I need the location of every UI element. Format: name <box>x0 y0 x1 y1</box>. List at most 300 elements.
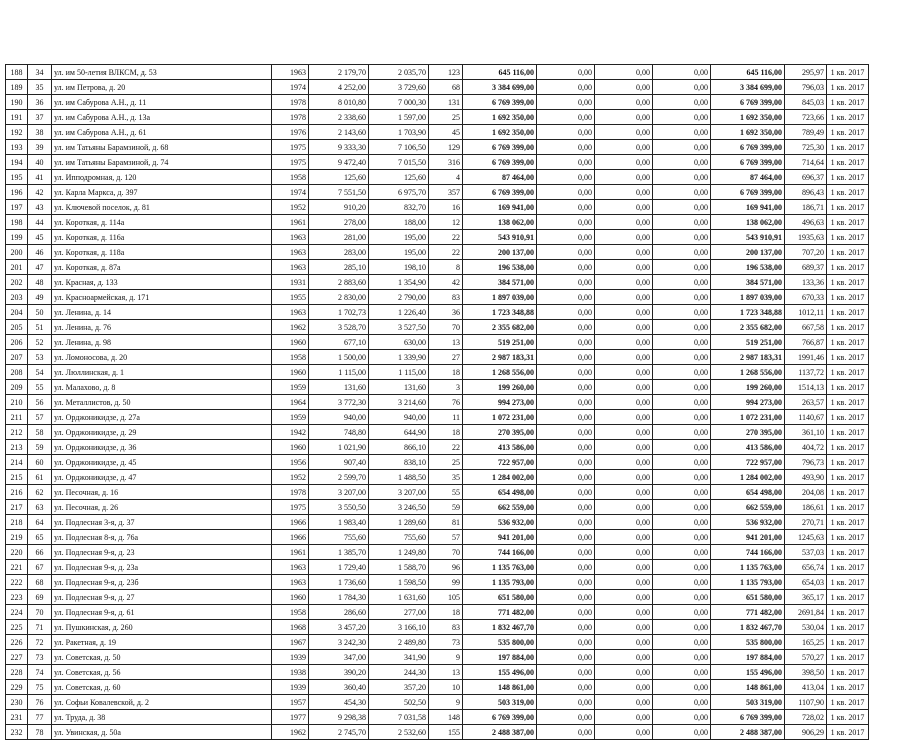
cell-item-number: 45 <box>28 230 52 245</box>
cell-row-number: 192 <box>6 125 28 140</box>
cell-address: ул. Карла Маркса, д. 397 <box>52 185 272 200</box>
cell-row-number: 204 <box>6 305 28 320</box>
cell-living-area: 3 214,60 <box>369 395 429 410</box>
cell-total-area: 454,30 <box>309 695 369 710</box>
table-row <box>6 545 869 560</box>
cell-period: 1 кв. 2017 <box>827 710 869 725</box>
cell-total-cost: 138 062,00 <box>463 215 537 230</box>
cell-row-number: 228 <box>6 665 28 680</box>
cell-fund-federal: 0,00 <box>537 485 595 500</box>
cell-living-area: 188,00 <box>369 215 429 230</box>
cell-address: ул. Песочная, д. 26 <box>52 500 272 515</box>
cell-residents: 81 <box>429 515 463 530</box>
cell-fund-local: 0,00 <box>653 350 711 365</box>
cell-cost-per-m2: 133,36 <box>785 275 827 290</box>
cell-item-number: 68 <box>28 575 52 590</box>
cell-fund-regional: 0,00 <box>595 80 653 95</box>
cell-total-cost: 413 586,00 <box>463 440 537 455</box>
cell-owner-funds: 1 832 467,70 <box>711 620 785 635</box>
cell-year: 1960 <box>272 365 309 380</box>
cell-fund-federal: 0,00 <box>537 140 595 155</box>
cell-item-number: 35 <box>28 80 52 95</box>
cell-total-cost: 169 941,00 <box>463 200 537 215</box>
cell-fund-local: 0,00 <box>653 590 711 605</box>
table-row <box>6 335 869 350</box>
cell-fund-regional: 0,00 <box>595 200 653 215</box>
cell-living-area: 7 015,50 <box>369 155 429 170</box>
cell-period: 1 кв. 2017 <box>827 560 869 575</box>
cell-period: 1 кв. 2017 <box>827 635 869 650</box>
cell-cost-per-m2: 530,04 <box>785 620 827 635</box>
cell-total-area: 1 736,60 <box>309 575 369 590</box>
cell-cost-per-m2: 1514,13 <box>785 380 827 395</box>
cell-residents: 35 <box>429 470 463 485</box>
cell-item-number: 52 <box>28 335 52 350</box>
cell-row-number: 196 <box>6 185 28 200</box>
cell-total-cost: 2 355 682,00 <box>463 320 537 335</box>
cell-year: 1963 <box>272 230 309 245</box>
cell-item-number: 39 <box>28 140 52 155</box>
cell-cost-per-m2: 707,20 <box>785 245 827 260</box>
cell-year: 1938 <box>272 665 309 680</box>
cell-item-number: 49 <box>28 290 52 305</box>
cell-period: 1 кв. 2017 <box>827 680 869 695</box>
cell-living-area: 1 703,90 <box>369 125 429 140</box>
cell-item-number: 70 <box>28 605 52 620</box>
cell-total-area: 1 702,73 <box>309 305 369 320</box>
cell-cost-per-m2: 714,64 <box>785 155 827 170</box>
cell-fund-federal: 0,00 <box>537 605 595 620</box>
cell-row-number: 201 <box>6 260 28 275</box>
cell-total-area: 1 115,00 <box>309 365 369 380</box>
cell-fund-regional: 0,00 <box>595 485 653 500</box>
cell-fund-regional: 0,00 <box>595 365 653 380</box>
cell-residents: 13 <box>429 335 463 350</box>
cell-item-number: 36 <box>28 95 52 110</box>
cell-item-number: 54 <box>28 365 52 380</box>
cell-period: 1 кв. 2017 <box>827 695 869 710</box>
table-row <box>6 650 869 665</box>
cell-fund-local: 0,00 <box>653 635 711 650</box>
cell-living-area: 940,00 <box>369 410 429 425</box>
table-row <box>6 230 869 245</box>
cell-period: 1 кв. 2017 <box>827 305 869 320</box>
cell-address: ул. Советская, д. 56 <box>52 665 272 680</box>
cell-living-area: 277,00 <box>369 605 429 620</box>
cell-fund-local: 0,00 <box>653 470 711 485</box>
cell-living-area: 866,10 <box>369 440 429 455</box>
cell-fund-regional: 0,00 <box>595 125 653 140</box>
cell-year: 1939 <box>272 650 309 665</box>
cell-fund-regional: 0,00 <box>595 545 653 560</box>
cell-fund-regional: 0,00 <box>595 110 653 125</box>
cell-year: 1961 <box>272 215 309 230</box>
cell-address: ул. им Сабурова А.Н., д. 13а <box>52 110 272 125</box>
cell-item-number: 44 <box>28 215 52 230</box>
cell-address: ул. Софьи Ковалевской, д. 2 <box>52 695 272 710</box>
cell-total-area: 755,60 <box>309 530 369 545</box>
cell-total-area: 3 772,30 <box>309 395 369 410</box>
cell-cost-per-m2: 1137,72 <box>785 365 827 380</box>
cell-address: ул. Песочная, д. 16 <box>52 485 272 500</box>
cell-total-cost: 2 488 387,00 <box>463 725 537 740</box>
cell-owner-funds: 155 496,00 <box>711 665 785 680</box>
cell-owner-funds: 169 941,00 <box>711 200 785 215</box>
cell-row-number: 198 <box>6 215 28 230</box>
housing-registry-table <box>5 64 869 740</box>
cell-living-area: 1 588,70 <box>369 560 429 575</box>
cell-fund-federal: 0,00 <box>537 635 595 650</box>
cell-year: 1952 <box>272 470 309 485</box>
cell-period: 1 кв. 2017 <box>827 590 869 605</box>
cell-cost-per-m2: 2691,84 <box>785 605 827 620</box>
table-row <box>6 620 869 635</box>
cell-living-area: 1 115,00 <box>369 365 429 380</box>
cell-period: 1 кв. 2017 <box>827 170 869 185</box>
cell-year: 1963 <box>272 305 309 320</box>
cell-total-area: 3 550,50 <box>309 500 369 515</box>
cell-row-number: 200 <box>6 245 28 260</box>
cell-item-number: 76 <box>28 695 52 710</box>
cell-fund-regional: 0,00 <box>595 470 653 485</box>
cell-fund-regional: 0,00 <box>595 275 653 290</box>
cell-residents: 316 <box>429 155 463 170</box>
cell-row-number: 214 <box>6 455 28 470</box>
cell-period: 1 кв. 2017 <box>827 230 869 245</box>
cell-owner-funds: 1 284 002,00 <box>711 470 785 485</box>
cell-total-cost: 2 987 183,31 <box>463 350 537 365</box>
cell-fund-local: 0,00 <box>653 500 711 515</box>
cell-row-number: 208 <box>6 365 28 380</box>
cell-fund-local: 0,00 <box>653 305 711 320</box>
cell-residents: 12 <box>429 215 463 230</box>
cell-row-number: 211 <box>6 410 28 425</box>
cell-living-area: 195,00 <box>369 245 429 260</box>
cell-living-area: 3 246,50 <box>369 500 429 515</box>
cell-owner-funds: 662 559,00 <box>711 500 785 515</box>
cell-fund-regional: 0,00 <box>595 140 653 155</box>
cell-fund-local: 0,00 <box>653 260 711 275</box>
cell-item-number: 59 <box>28 440 52 455</box>
cell-row-number: 212 <box>6 425 28 440</box>
cell-year: 1963 <box>272 560 309 575</box>
cell-total-area: 347,00 <box>309 650 369 665</box>
cell-fund-federal: 0,00 <box>537 350 595 365</box>
cell-item-number: 78 <box>28 725 52 740</box>
cell-item-number: 58 <box>28 425 52 440</box>
table-row <box>6 635 869 650</box>
cell-address: ул. Подлесная 3-я, д. 37 <box>52 515 272 530</box>
cell-cost-per-m2: 728,02 <box>785 710 827 725</box>
cell-total-cost: 87 464,00 <box>463 170 537 185</box>
cell-residents: 27 <box>429 350 463 365</box>
cell-cost-per-m2: 186,61 <box>785 500 827 515</box>
cell-address: ул. Ломоносова, д. 20 <box>52 350 272 365</box>
cell-address: ул. им Сабурова А.Н., д. 11 <box>52 95 272 110</box>
cell-period: 1 кв. 2017 <box>827 245 869 260</box>
cell-cost-per-m2: 667,58 <box>785 320 827 335</box>
cell-fund-local: 0,00 <box>653 530 711 545</box>
cell-address: ул. Короткая, д. 118а <box>52 245 272 260</box>
cell-period: 1 кв. 2017 <box>827 125 869 140</box>
cell-cost-per-m2: 404,72 <box>785 440 827 455</box>
cell-fund-federal: 0,00 <box>537 455 595 470</box>
cell-living-area: 357,20 <box>369 680 429 695</box>
cell-fund-federal: 0,00 <box>537 695 595 710</box>
cell-fund-federal: 0,00 <box>537 650 595 665</box>
cell-total-cost: 654 498,00 <box>463 485 537 500</box>
table-row <box>6 200 869 215</box>
cell-fund-regional: 0,00 <box>595 530 653 545</box>
cell-cost-per-m2: 723,66 <box>785 110 827 125</box>
cell-row-number: 195 <box>6 170 28 185</box>
cell-owner-funds: 1 897 039,00 <box>711 290 785 305</box>
cell-row-number: 190 <box>6 95 28 110</box>
cell-total-cost: 503 319,00 <box>463 695 537 710</box>
cell-fund-local: 0,00 <box>653 215 711 230</box>
cell-residents: 131 <box>429 95 463 110</box>
table-row <box>6 455 869 470</box>
cell-total-cost: 645 116,00 <box>463 65 537 80</box>
cell-cost-per-m2: 689,37 <box>785 260 827 275</box>
cell-item-number: 77 <box>28 710 52 725</box>
cell-fund-local: 0,00 <box>653 335 711 350</box>
cell-item-number: 55 <box>28 380 52 395</box>
cell-residents: 22 <box>429 245 463 260</box>
cell-fund-federal: 0,00 <box>537 440 595 455</box>
cell-fund-local: 0,00 <box>653 575 711 590</box>
cell-year: 1952 <box>272 200 309 215</box>
cell-fund-federal: 0,00 <box>537 245 595 260</box>
cell-total-area: 390,20 <box>309 665 369 680</box>
table-row <box>6 365 869 380</box>
cell-fund-regional: 0,00 <box>595 410 653 425</box>
cell-fund-local: 0,00 <box>653 410 711 425</box>
cell-owner-funds: 543 910,91 <box>711 230 785 245</box>
cell-total-area: 2 599,70 <box>309 470 369 485</box>
cell-year: 1961 <box>272 545 309 560</box>
cell-owner-funds: 6 769 399,00 <box>711 155 785 170</box>
cell-fund-regional: 0,00 <box>595 350 653 365</box>
cell-fund-federal: 0,00 <box>537 260 595 275</box>
cell-total-cost: 6 769 399,00 <box>463 95 537 110</box>
cell-total-area: 677,10 <box>309 335 369 350</box>
cell-year: 1974 <box>272 80 309 95</box>
cell-row-number: 199 <box>6 230 28 245</box>
cell-fund-regional: 0,00 <box>595 380 653 395</box>
cell-residents: 10 <box>429 680 463 695</box>
cell-address: ул. Подлесная 9-я, д. 61 <box>52 605 272 620</box>
cell-fund-regional: 0,00 <box>595 395 653 410</box>
cell-residents: 16 <box>429 200 463 215</box>
cell-residents: 55 <box>429 485 463 500</box>
cell-fund-federal: 0,00 <box>537 710 595 725</box>
cell-total-cost: 1 135 793,00 <box>463 575 537 590</box>
cell-owner-funds: 2 488 387,00 <box>711 725 785 740</box>
cell-living-area: 3 166,10 <box>369 620 429 635</box>
cell-fund-federal: 0,00 <box>537 200 595 215</box>
cell-fund-regional: 0,00 <box>595 695 653 710</box>
cell-cost-per-m2: 845,03 <box>785 95 827 110</box>
cell-total-area: 2 143,60 <box>309 125 369 140</box>
cell-address: ул. Короткая, д. 87а <box>52 260 272 275</box>
cell-address: ул. им Татьяны Барамзиной, д. 68 <box>52 140 272 155</box>
cell-cost-per-m2: 1012,11 <box>785 305 827 320</box>
cell-item-number: 64 <box>28 515 52 530</box>
cell-year: 1963 <box>272 65 309 80</box>
cell-cost-per-m2: 796,73 <box>785 455 827 470</box>
cell-period: 1 кв. 2017 <box>827 455 869 470</box>
cell-item-number: 41 <box>28 170 52 185</box>
cell-fund-local: 0,00 <box>653 455 711 470</box>
cell-fund-regional: 0,00 <box>595 95 653 110</box>
cell-row-number: 229 <box>6 680 28 695</box>
cell-period: 1 кв. 2017 <box>827 155 869 170</box>
cell-year: 1955 <box>272 290 309 305</box>
cell-period: 1 кв. 2017 <box>827 365 869 380</box>
cell-living-area: 755,60 <box>369 530 429 545</box>
cell-fund-local: 0,00 <box>653 125 711 140</box>
table-row <box>6 140 869 155</box>
cell-fund-federal: 0,00 <box>537 680 595 695</box>
cell-owner-funds: 270 395,00 <box>711 425 785 440</box>
cell-fund-regional: 0,00 <box>595 215 653 230</box>
cell-fund-federal: 0,00 <box>537 515 595 530</box>
cell-residents: 11 <box>429 410 463 425</box>
cell-total-area: 3 528,70 <box>309 320 369 335</box>
cell-fund-local: 0,00 <box>653 155 711 170</box>
cell-residents: 9 <box>429 650 463 665</box>
cell-total-cost: 1 284 002,00 <box>463 470 537 485</box>
cell-total-area: 1 784,30 <box>309 590 369 605</box>
cell-total-area: 748,80 <box>309 425 369 440</box>
cell-fund-federal: 0,00 <box>537 425 595 440</box>
cell-total-cost: 1 072 231,00 <box>463 410 537 425</box>
cell-owner-funds: 1 268 556,00 <box>711 365 785 380</box>
cell-owner-funds: 651 580,00 <box>711 590 785 605</box>
cell-total-area: 7 551,50 <box>309 185 369 200</box>
cell-total-area: 1 385,70 <box>309 545 369 560</box>
cell-period: 1 кв. 2017 <box>827 725 869 740</box>
cell-fund-local: 0,00 <box>653 620 711 635</box>
cell-period: 1 кв. 2017 <box>827 65 869 80</box>
table-row <box>6 695 869 710</box>
cell-year: 1962 <box>272 725 309 740</box>
cell-period: 1 кв. 2017 <box>827 575 869 590</box>
cell-period: 1 кв. 2017 <box>827 650 869 665</box>
cell-row-number: 215 <box>6 470 28 485</box>
cell-row-number: 191 <box>6 110 28 125</box>
table-row <box>6 410 869 425</box>
table-row <box>6 110 869 125</box>
cell-fund-local: 0,00 <box>653 710 711 725</box>
cell-row-number: 225 <box>6 620 28 635</box>
cell-address: ул. Орджоникидзе, д. 27а <box>52 410 272 425</box>
table-row <box>6 665 869 680</box>
cell-owner-funds: 1 072 231,00 <box>711 410 785 425</box>
table-row <box>6 380 869 395</box>
cell-living-area: 832,70 <box>369 200 429 215</box>
cell-fund-regional: 0,00 <box>595 605 653 620</box>
cell-cost-per-m2: 365,17 <box>785 590 827 605</box>
cell-period: 1 кв. 2017 <box>827 545 869 560</box>
cell-fund-local: 0,00 <box>653 245 711 260</box>
cell-residents: 99 <box>429 575 463 590</box>
cell-fund-local: 0,00 <box>653 425 711 440</box>
cell-residents: 123 <box>429 65 463 80</box>
cell-cost-per-m2: 496,63 <box>785 215 827 230</box>
cell-item-number: 53 <box>28 350 52 365</box>
cell-cost-per-m2: 398,50 <box>785 665 827 680</box>
cell-address: ул. Ключевой поселок, д. 81 <box>52 200 272 215</box>
cell-period: 1 кв. 2017 <box>827 500 869 515</box>
cell-cost-per-m2: 766,87 <box>785 335 827 350</box>
cell-item-number: 66 <box>28 545 52 560</box>
cell-year: 1958 <box>272 350 309 365</box>
cell-item-number: 74 <box>28 665 52 680</box>
cell-year: 1978 <box>272 110 309 125</box>
cell-fund-federal: 0,00 <box>537 65 595 80</box>
cell-owner-funds: 6 769 399,00 <box>711 140 785 155</box>
cell-fund-regional: 0,00 <box>595 620 653 635</box>
cell-year: 1967 <box>272 635 309 650</box>
cell-owner-funds: 994 273,00 <box>711 395 785 410</box>
cell-row-number: 224 <box>6 605 28 620</box>
cell-total-area: 1 500,00 <box>309 350 369 365</box>
cell-item-number: 51 <box>28 320 52 335</box>
cell-total-cost: 536 932,00 <box>463 515 537 530</box>
cell-row-number: 227 <box>6 650 28 665</box>
cell-period: 1 кв. 2017 <box>827 335 869 350</box>
cell-residents: 25 <box>429 455 463 470</box>
cell-cost-per-m2: 906,29 <box>785 725 827 740</box>
table-row <box>6 590 869 605</box>
table-row <box>6 575 869 590</box>
cell-year: 1931 <box>272 275 309 290</box>
cell-owner-funds: 2 987 183,31 <box>711 350 785 365</box>
cell-fund-regional: 0,00 <box>595 575 653 590</box>
cell-fund-regional: 0,00 <box>595 170 653 185</box>
cell-address: ул. Люллинская, д. 1 <box>52 365 272 380</box>
cell-fund-regional: 0,00 <box>595 230 653 245</box>
table-row <box>6 485 869 500</box>
cell-fund-local: 0,00 <box>653 725 711 740</box>
cell-residents: 70 <box>429 320 463 335</box>
cell-fund-federal: 0,00 <box>537 530 595 545</box>
cell-period: 1 кв. 2017 <box>827 110 869 125</box>
cell-fund-regional: 0,00 <box>595 335 653 350</box>
cell-year: 1960 <box>272 335 309 350</box>
cell-owner-funds: 197 884,00 <box>711 650 785 665</box>
cell-total-cost: 744 166,00 <box>463 545 537 560</box>
cell-fund-regional: 0,00 <box>595 590 653 605</box>
table-row <box>6 515 869 530</box>
cell-address: ул. Советская, д. 50 <box>52 650 272 665</box>
cell-total-area: 9 472,40 <box>309 155 369 170</box>
cell-total-area: 2 179,70 <box>309 65 369 80</box>
cell-fund-local: 0,00 <box>653 665 711 680</box>
cell-fund-regional: 0,00 <box>595 425 653 440</box>
cell-living-area: 7 031,58 <box>369 710 429 725</box>
table-row <box>6 305 869 320</box>
cell-item-number: 37 <box>28 110 52 125</box>
cell-living-area: 2 035,70 <box>369 65 429 80</box>
cell-period: 1 кв. 2017 <box>827 665 869 680</box>
cell-fund-regional: 0,00 <box>595 725 653 740</box>
table-row <box>6 290 869 305</box>
table-row <box>6 350 869 365</box>
cell-fund-local: 0,00 <box>653 170 711 185</box>
